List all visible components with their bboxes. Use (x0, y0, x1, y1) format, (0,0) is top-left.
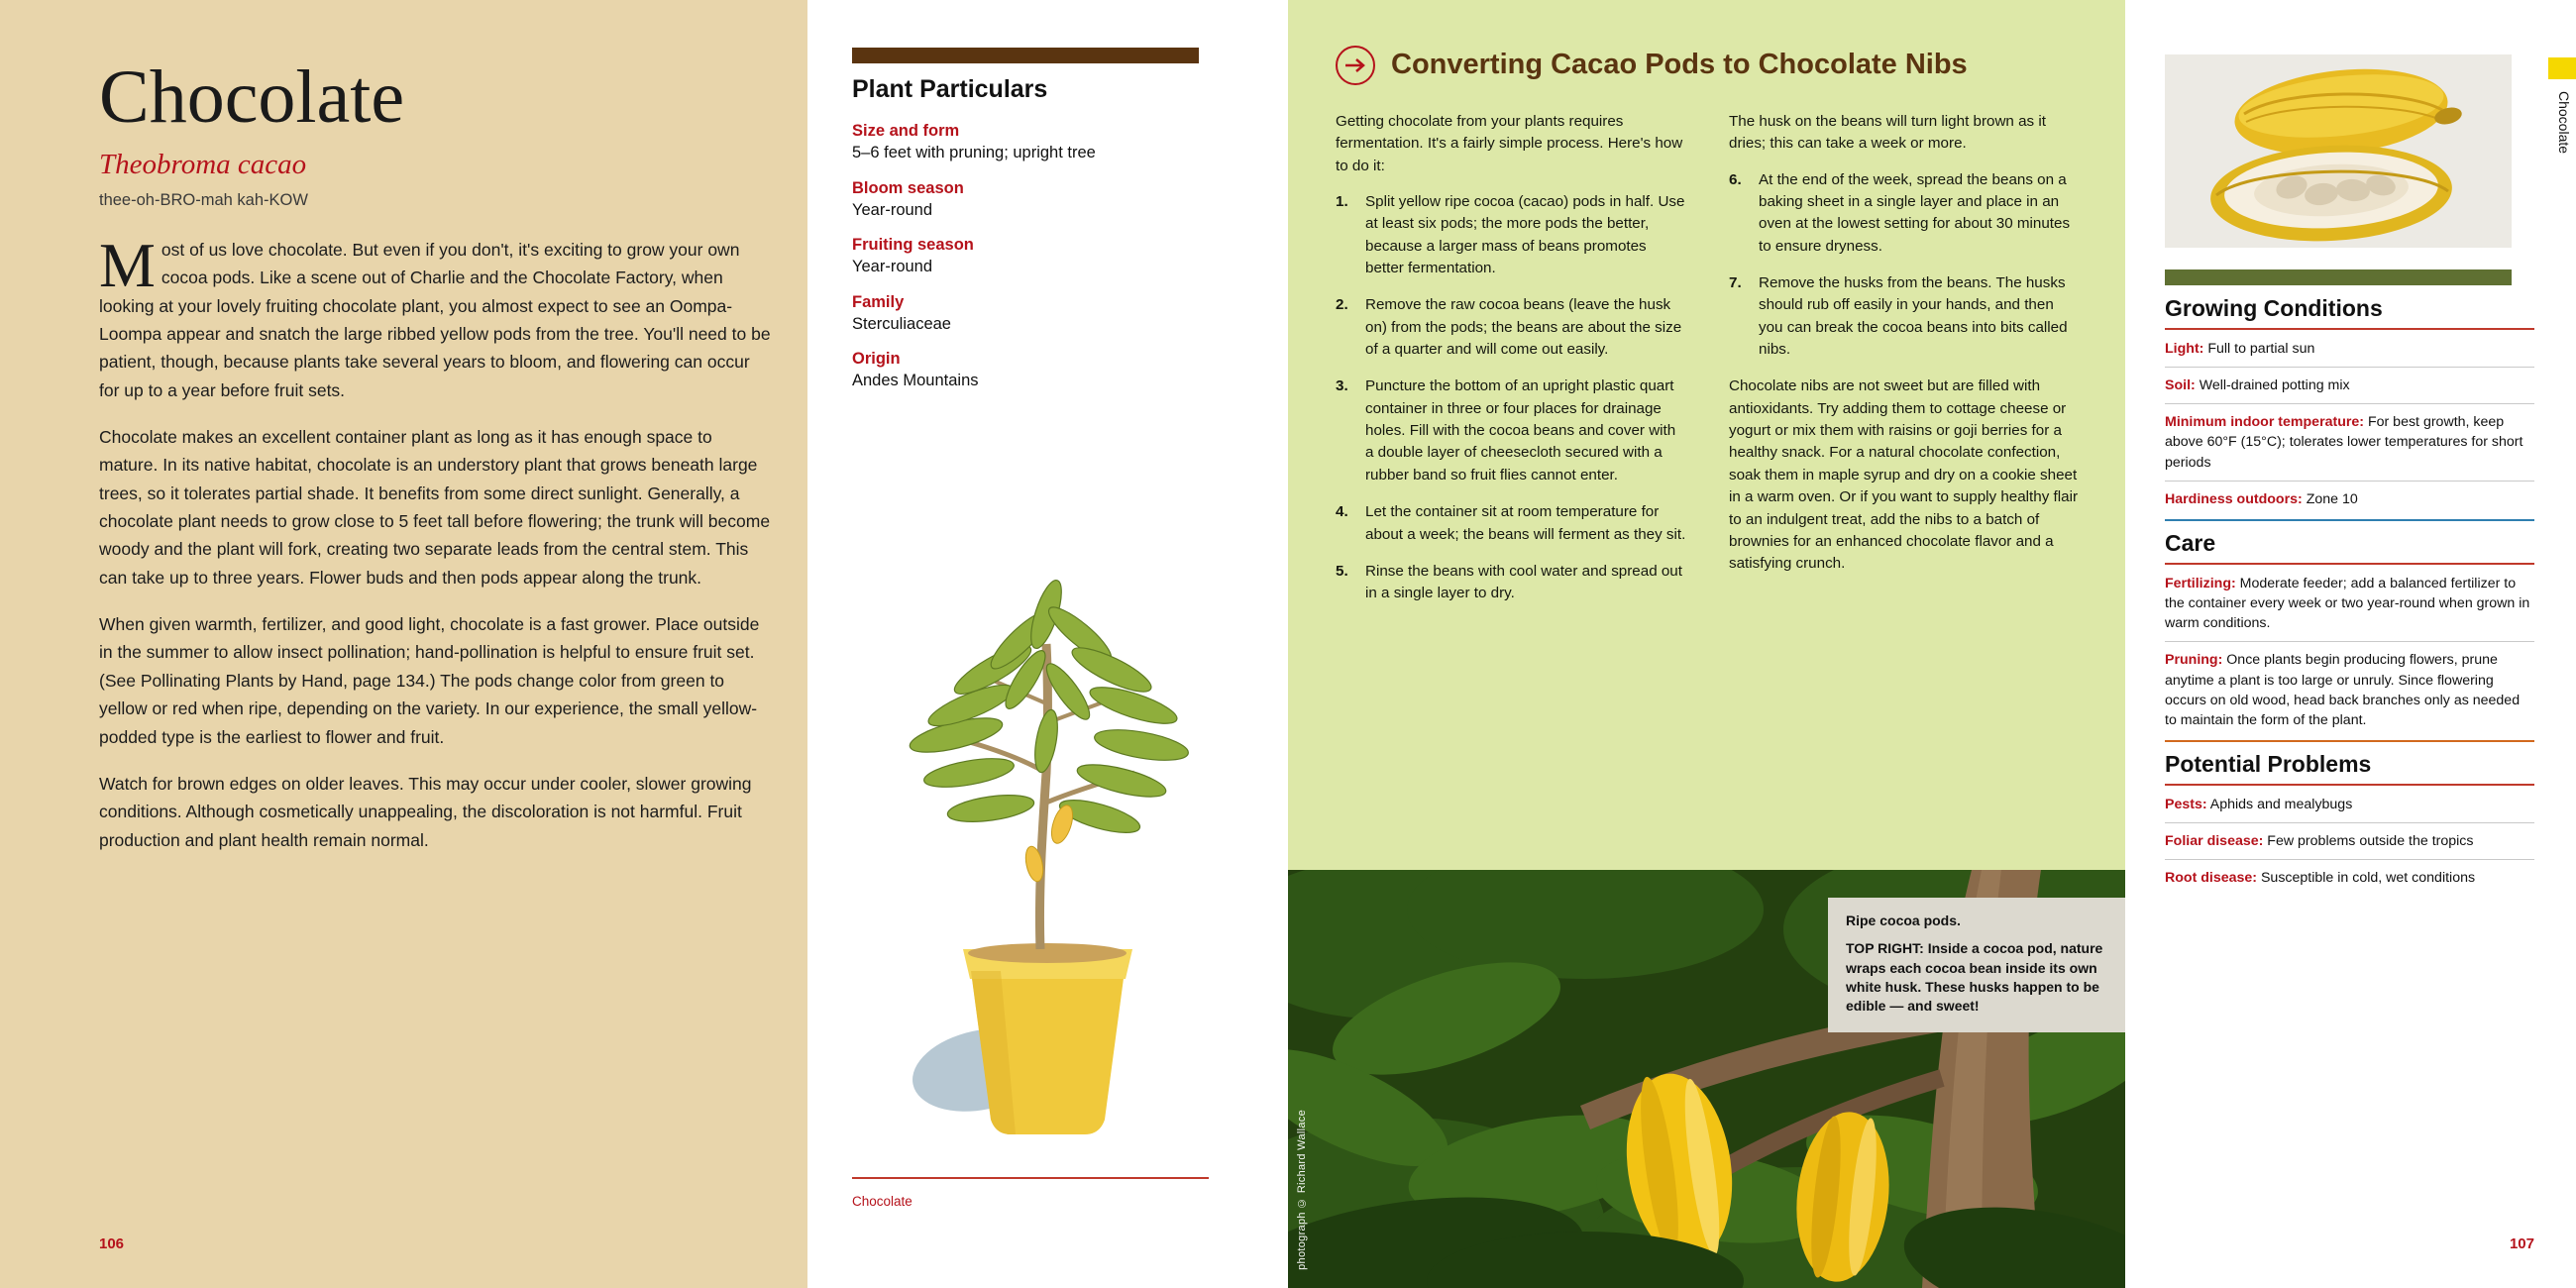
potential-problems-heading: Potential Problems (2165, 751, 2372, 778)
cut-open-cacao-pod-photo (2165, 54, 2512, 248)
step-item (1729, 272, 2081, 361)
left-page (0, 0, 807, 1288)
cacao-pods-on-tree-photo (1288, 870, 2125, 1288)
plant-particulars-heading: Plant Particulars (852, 75, 1048, 103)
item-value: Moderate feeder; add a balanced fertilizer to the container every week or two year-round when grown in warm conditions. (2165, 575, 2530, 632)
item-label: Fertilizing: (2165, 575, 2236, 591)
divider (2165, 641, 2534, 642)
particular-row (852, 234, 1238, 278)
caption-line-1: Ripe cocoa pods. (1846, 912, 1961, 928)
item-value: Zone 10 (2302, 490, 2358, 507)
chapter-tab-label: Chocolate (2556, 91, 2572, 155)
item-value: Once plants begin producing flowers, prune anytime a plant is too large or unruly. Since flowering occurs on old wood, head back branches only as needed to maintain the form of the plant. (2165, 652, 2521, 728)
feature-columns (1336, 111, 2086, 620)
pod-photo-artwork (2165, 54, 2512, 248)
steps-list-2 (1729, 169, 2081, 362)
growing-condition-item (2165, 489, 2534, 509)
step-item (1336, 561, 1687, 605)
particular-value: Year-round (852, 258, 933, 276)
divider (2165, 367, 2534, 368)
step-number: 4. (1336, 503, 1348, 521)
item-value: Well-drained potting mix (2195, 377, 2350, 394)
item-label: Pruning: (2165, 652, 2223, 669)
chocolate-plant-illustration (852, 476, 1238, 1149)
pronunciation: thee-oh-BRO-mah kah-KOW (99, 191, 308, 209)
feature-column-2 (1729, 111, 2081, 620)
step-text: Rinse the beans with cool water and spread out in a single layer to dry. (1365, 562, 1682, 602)
particular-value: Andes Mountains (852, 372, 979, 390)
item-label: Light: (2165, 341, 2204, 357)
particular-label: Size and form (852, 122, 960, 140)
step-number: 1. (1336, 193, 1348, 211)
feature-col2-lead: The husk on the beans will turn light brown as it dries; this can take a week or more. (1729, 113, 2046, 153)
section-rule-brown (852, 48, 1199, 63)
item-label: Hardiness outdoors: (2165, 490, 2303, 507)
care-item (2165, 574, 2534, 633)
paragraph-4: Watch for brown edges on older leaves. This may occur under cooler, slower growing conditions. Although cosmetically unappealing, the discoloration is not harmful. Fruit production and plant health remain normal. (99, 773, 752, 850)
divider (2165, 563, 2534, 565)
feature-intro: Getting chocolate from your plants requires fermentation. It's a fairly simple process. Here's how to do it: (1336, 113, 1683, 174)
step-item (1336, 191, 1687, 279)
right-page (1288, 0, 2576, 1288)
paragraph-1 (99, 230, 773, 404)
problem-item (2165, 868, 2534, 888)
step-item (1336, 294, 1687, 361)
section-rule-green (2165, 269, 2512, 285)
particular-row (852, 120, 1238, 164)
steps-list-1 (1336, 191, 1687, 605)
divider (2165, 481, 2534, 482)
latin-name: Theobroma cacao (99, 149, 307, 180)
step-text: Remove the husks from the beans. The husks should rub off easily in your hands, and then you can break the cocoa beans into bits called nibs. (1759, 274, 2068, 359)
particular-value: Year-round (852, 200, 933, 219)
illustration-caption: Chocolate (852, 1194, 912, 1209)
step-number: 6. (1729, 170, 1742, 188)
step-text: Puncture the bottom of an upright plastic quart container in three or four places for drainage holes. Fill with the cocoa beans and cover with a double layer of cheesecloth secured with a rubber band so fruit flies cannot enter. (1365, 377, 1676, 483)
item-label: Minimum indoor temperature: (2165, 414, 2365, 431)
arrow-right-circle-icon (1336, 46, 1375, 85)
particular-row (852, 177, 1238, 222)
paragraph-3: When given warmth, fertilizer, and good light, chocolate is a fast grower. Place outside in the summer to allow insect pollination; hand-pollination is helpful to ensure fruit set. (See Pollinating Plants by Hand, page 134.) The pods change color from green to yellow or red when ripe, depending on the variety. In our experience, the small yellow-podded type is the earliest to flower and fruit. (99, 614, 760, 747)
feature-column-1 (1336, 111, 1687, 620)
divider (2165, 740, 2534, 742)
problem-item (2165, 831, 2534, 851)
particular-row (852, 291, 1238, 336)
step-text: Remove the raw cocoa beans (leave the husk on) from the pods; the beans are about the size of a quarter and will come out easily. (1365, 296, 1682, 359)
step-text: At the end of the week, spread the beans on a baking sheet in a single layer and place in an oven at the lowest setting for about 30 minutes to ensure dryness. (1759, 170, 2071, 255)
problem-item (2165, 795, 2534, 814)
body-text (99, 230, 773, 854)
chapter-tab-marker (2548, 57, 2576, 79)
item-label: Foliar disease: (2165, 833, 2264, 850)
growing-condition-item (2165, 339, 2534, 359)
step-item (1336, 376, 1687, 486)
item-value: Susceptible in cold, wet conditions (2257, 870, 2476, 887)
feature-header (1336, 46, 2086, 85)
plant-particulars-panel (807, 0, 1288, 1288)
item-value: Few problems outside the tropics (2263, 833, 2474, 850)
page-number-left: 106 (99, 1235, 125, 1252)
particular-label: Origin (852, 350, 901, 369)
care-heading: Care (2165, 529, 2216, 556)
particular-row (852, 348, 1238, 392)
drop-cap: M (99, 230, 156, 300)
particular-label: Bloom season (852, 178, 964, 197)
care-item (2165, 650, 2534, 730)
step-number: 3. (1336, 377, 1348, 395)
divider (2165, 859, 2534, 860)
divider (2165, 784, 2534, 786)
growing-condition-item (2165, 376, 2534, 395)
particular-label: Fruiting season (852, 236, 974, 255)
divider (2165, 822, 2534, 823)
growing-conditions-heading: Growing Conditions (2165, 295, 2383, 321)
photo-caption-box (1828, 898, 2125, 1032)
feature-title: Converting Cacao Pods to Chocolate Nibs (1391, 49, 1968, 81)
feature-panel (1288, 0, 2125, 870)
growing-condition-item (2165, 412, 2534, 472)
divider (2165, 328, 2534, 330)
item-value: For best growth, keep above 60°F (15°C); tolerates lower temperatures for short periods (2165, 414, 2523, 471)
feature-closing: Chocolate nibs are not sweet but are filled with antioxidants. Try adding them to cottage cheese or yogurt or mix them with raisins or goji berries for a healthy snack. For a natural chocolate confection, soak them in maple syrup and dry on a cookie sheet in a warm oven. Or if you want to supply healthy flair to an indulgent treat, add the nibs to a batch of brownies for an enhanced chocolate flavor and a satisfying crunch. (1729, 377, 2079, 573)
particular-label: Family (852, 292, 905, 311)
step-text: Split yellow ripe cocoa (cacao) pods in half. Use at least six pods; the more pods the better, because a larger mass of beans promotes better fermentation. (1365, 193, 1685, 277)
page-number-right: 107 (2509, 1235, 2534, 1252)
divider (2165, 519, 2534, 521)
item-value: Full to partial sun (2203, 341, 2315, 357)
particular-value: 5–6 feet with pruning; upright tree (852, 144, 1096, 162)
step-text: Let the container sit at room temperature for about a week; the beans will ferment as they sit. (1365, 503, 1686, 543)
page-title: Chocolate (99, 55, 405, 139)
caption-rule (852, 1177, 1209, 1179)
step-number: 5. (1336, 562, 1348, 580)
item-label: Soil: (2165, 377, 2196, 394)
photo-credit: photograph © Richard Wallace (1296, 1110, 1308, 1270)
particular-value: Sterculiaceae (852, 314, 951, 333)
divider (2165, 403, 2534, 404)
step-item (1729, 169, 2081, 258)
step-number: 7. (1729, 274, 1742, 292)
step-number: 2. (1336, 296, 1348, 314)
caption-line-2: TOP RIGHT: Inside a cocoa pod, nature wraps each cocoa bean inside its own white husk. These husks happen to be edible — and sweet! (1846, 940, 2103, 1015)
item-label: Root disease: (2165, 870, 2258, 887)
item-label: Pests: (2165, 797, 2207, 813)
sidebar-column (2125, 0, 2576, 1288)
step-item (1336, 501, 1687, 546)
paragraph-1-text: ost of us love chocolate. But even if you don't, it's exciting to grow your own cocoa pods. Like a scene out of Charlie and the Chocolate Factory, when looking at your lovely fruiting chocolate plant, you almost expect to see an Oompa-Loompa appear and snatch the large ribbed yellow pods from the tree. You'll need to be patient, though, because plants take several years to bloom, and flowering can occur for up to a year before fruit sets. (99, 240, 771, 400)
item-value: Aphids and mealybugs (2206, 797, 2353, 813)
paragraph-2: Chocolate makes an excellent container plant as long as it has enough space to mature. In its native habitat, chocolate is an understory plant that grows beneath large trees, so it tolerates partial shade. It benefits from some direct sunlight. Generally, a chocolate plant needs to grow close to 5 feet tall before flowering; the trunk will become woody and the plant will fork, creating two separate leads from the central stem. This can take up to three years. Flower buds and then pods appear along the trunk. (99, 427, 771, 588)
